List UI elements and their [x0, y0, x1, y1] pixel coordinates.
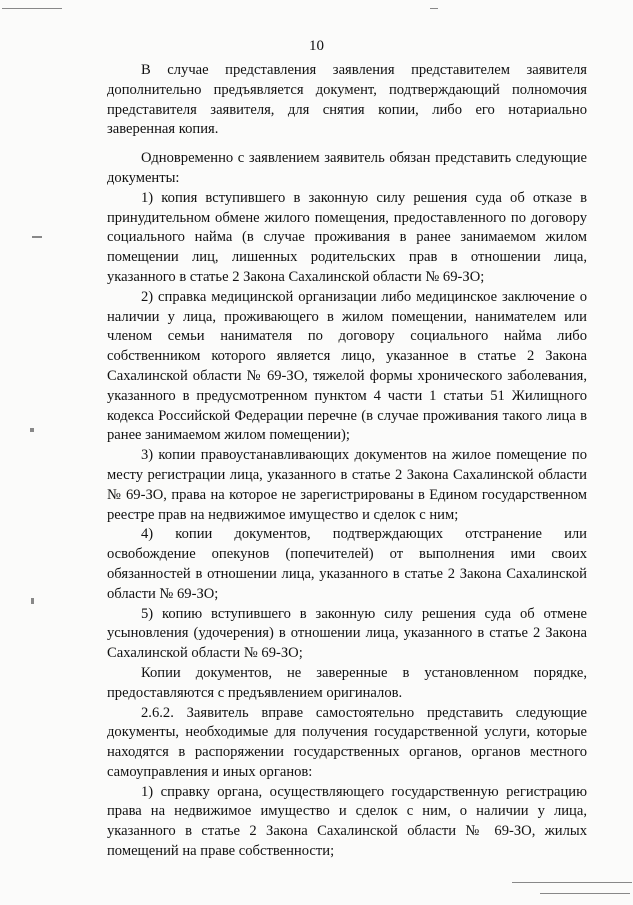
- list-item-adoption-cancellation: 5) копию вступившего в законную силу решения суда об отмене усыновления (удочерения) в отношении лица, указанного в статье 2 Закона Сахалинской области № 69-ЗО;: [107, 605, 587, 662]
- page-number: 10: [309, 38, 324, 54]
- list-item-ownership-documents: 3) копии правоустанавливающих документов на жилое помещение по месту регистрации лица, указанного в статье 2 Закона Сахалинской области № 69-ЗО, права на которое не зарегистрированы в Едином государственном реестре прав на недвижимое имущество и сделок с ним;: [107, 447, 587, 523]
- scan-mark-top-right: [430, 8, 438, 9]
- list-item-medical-certificate: 2) справка медицинской организации либо медицинское заключение о наличии у лица, проживающего в жилом помещении, нанимателем или членом семьи нанимателя по договору социального найма либо собственником которого является лицо, указанное в статье 2 Закона Сахалинской области № 69-ЗО, тяжелой формы хронического заболевания, указанного в предусмотренном пунктом 4 части 1 статьи 51 Жилищного кодекса Российской Федерации перечне (в случае проживания такого лица в ранее занимаемом жилом помещении);: [107, 288, 587, 444]
- list-item-registration-certificate: 1) справку органа, осуществляющего государственную регистрацию права на недвижимое имущество и сделок с ним, о наличии у лица, указанного в статье 2 Закона Сахалинской области № 69-ЗО, жилых помещений на праве собственности;: [107, 783, 587, 860]
- scan-mark-bottom-right-2: [540, 893, 630, 894]
- paragraph-representative: В случае представления заявления представителем заявителя дополнительно предъявляется документ, подтверждающий полномочия представителя заявителя, для снятия копии, либо его нотариально заверенная копия.: [107, 62, 587, 138]
- paragraph-uncertified-copies: Копии документов, не заверенные в установленном порядке, предоставляются с предъявлением оригиналов.: [107, 664, 587, 701]
- scan-mark-left-2: [30, 428, 34, 432]
- section-2-6-2: 2.6.2. Заявитель вправе самостоятельно представить следующие документы, необходимые для получения государственной услуги, которые находятся в распоряжении государственных органов, органов местного самоуправления и иных органов:: [107, 704, 587, 780]
- scan-mark-bottom-right: [512, 882, 632, 883]
- scan-mark-left-3: [31, 598, 34, 604]
- document-body: [107, 61, 587, 862]
- scan-mark-top-left: [2, 8, 62, 9]
- scan-mark-left-1: [32, 236, 42, 238]
- paragraph-required-documents-intro: Одновременно с заявлением заявитель обязан представить следующие документы:: [107, 150, 587, 186]
- list-item-court-decision: 1) копия вступившего в законную силу решения суда об отказе в принудительном обмене жилого помещения, предоставленного по договору социального найма (в случае проживания в ранее занимаемом жилом помещении лиц, лишенных родительских прав в отношении лица, указанного в статье 2 Закона Сахалинской области № 69-ЗО;: [107, 189, 587, 285]
- list-item-guardian-removal: 4) копии документов, подтверждающих отстранение или освобождение опекунов (попечителей) от выполнения ими своих обязанностей в отношении лица, указанного в статье 2 Закона Сахалинской области № 69-ЗО;: [107, 526, 587, 602]
